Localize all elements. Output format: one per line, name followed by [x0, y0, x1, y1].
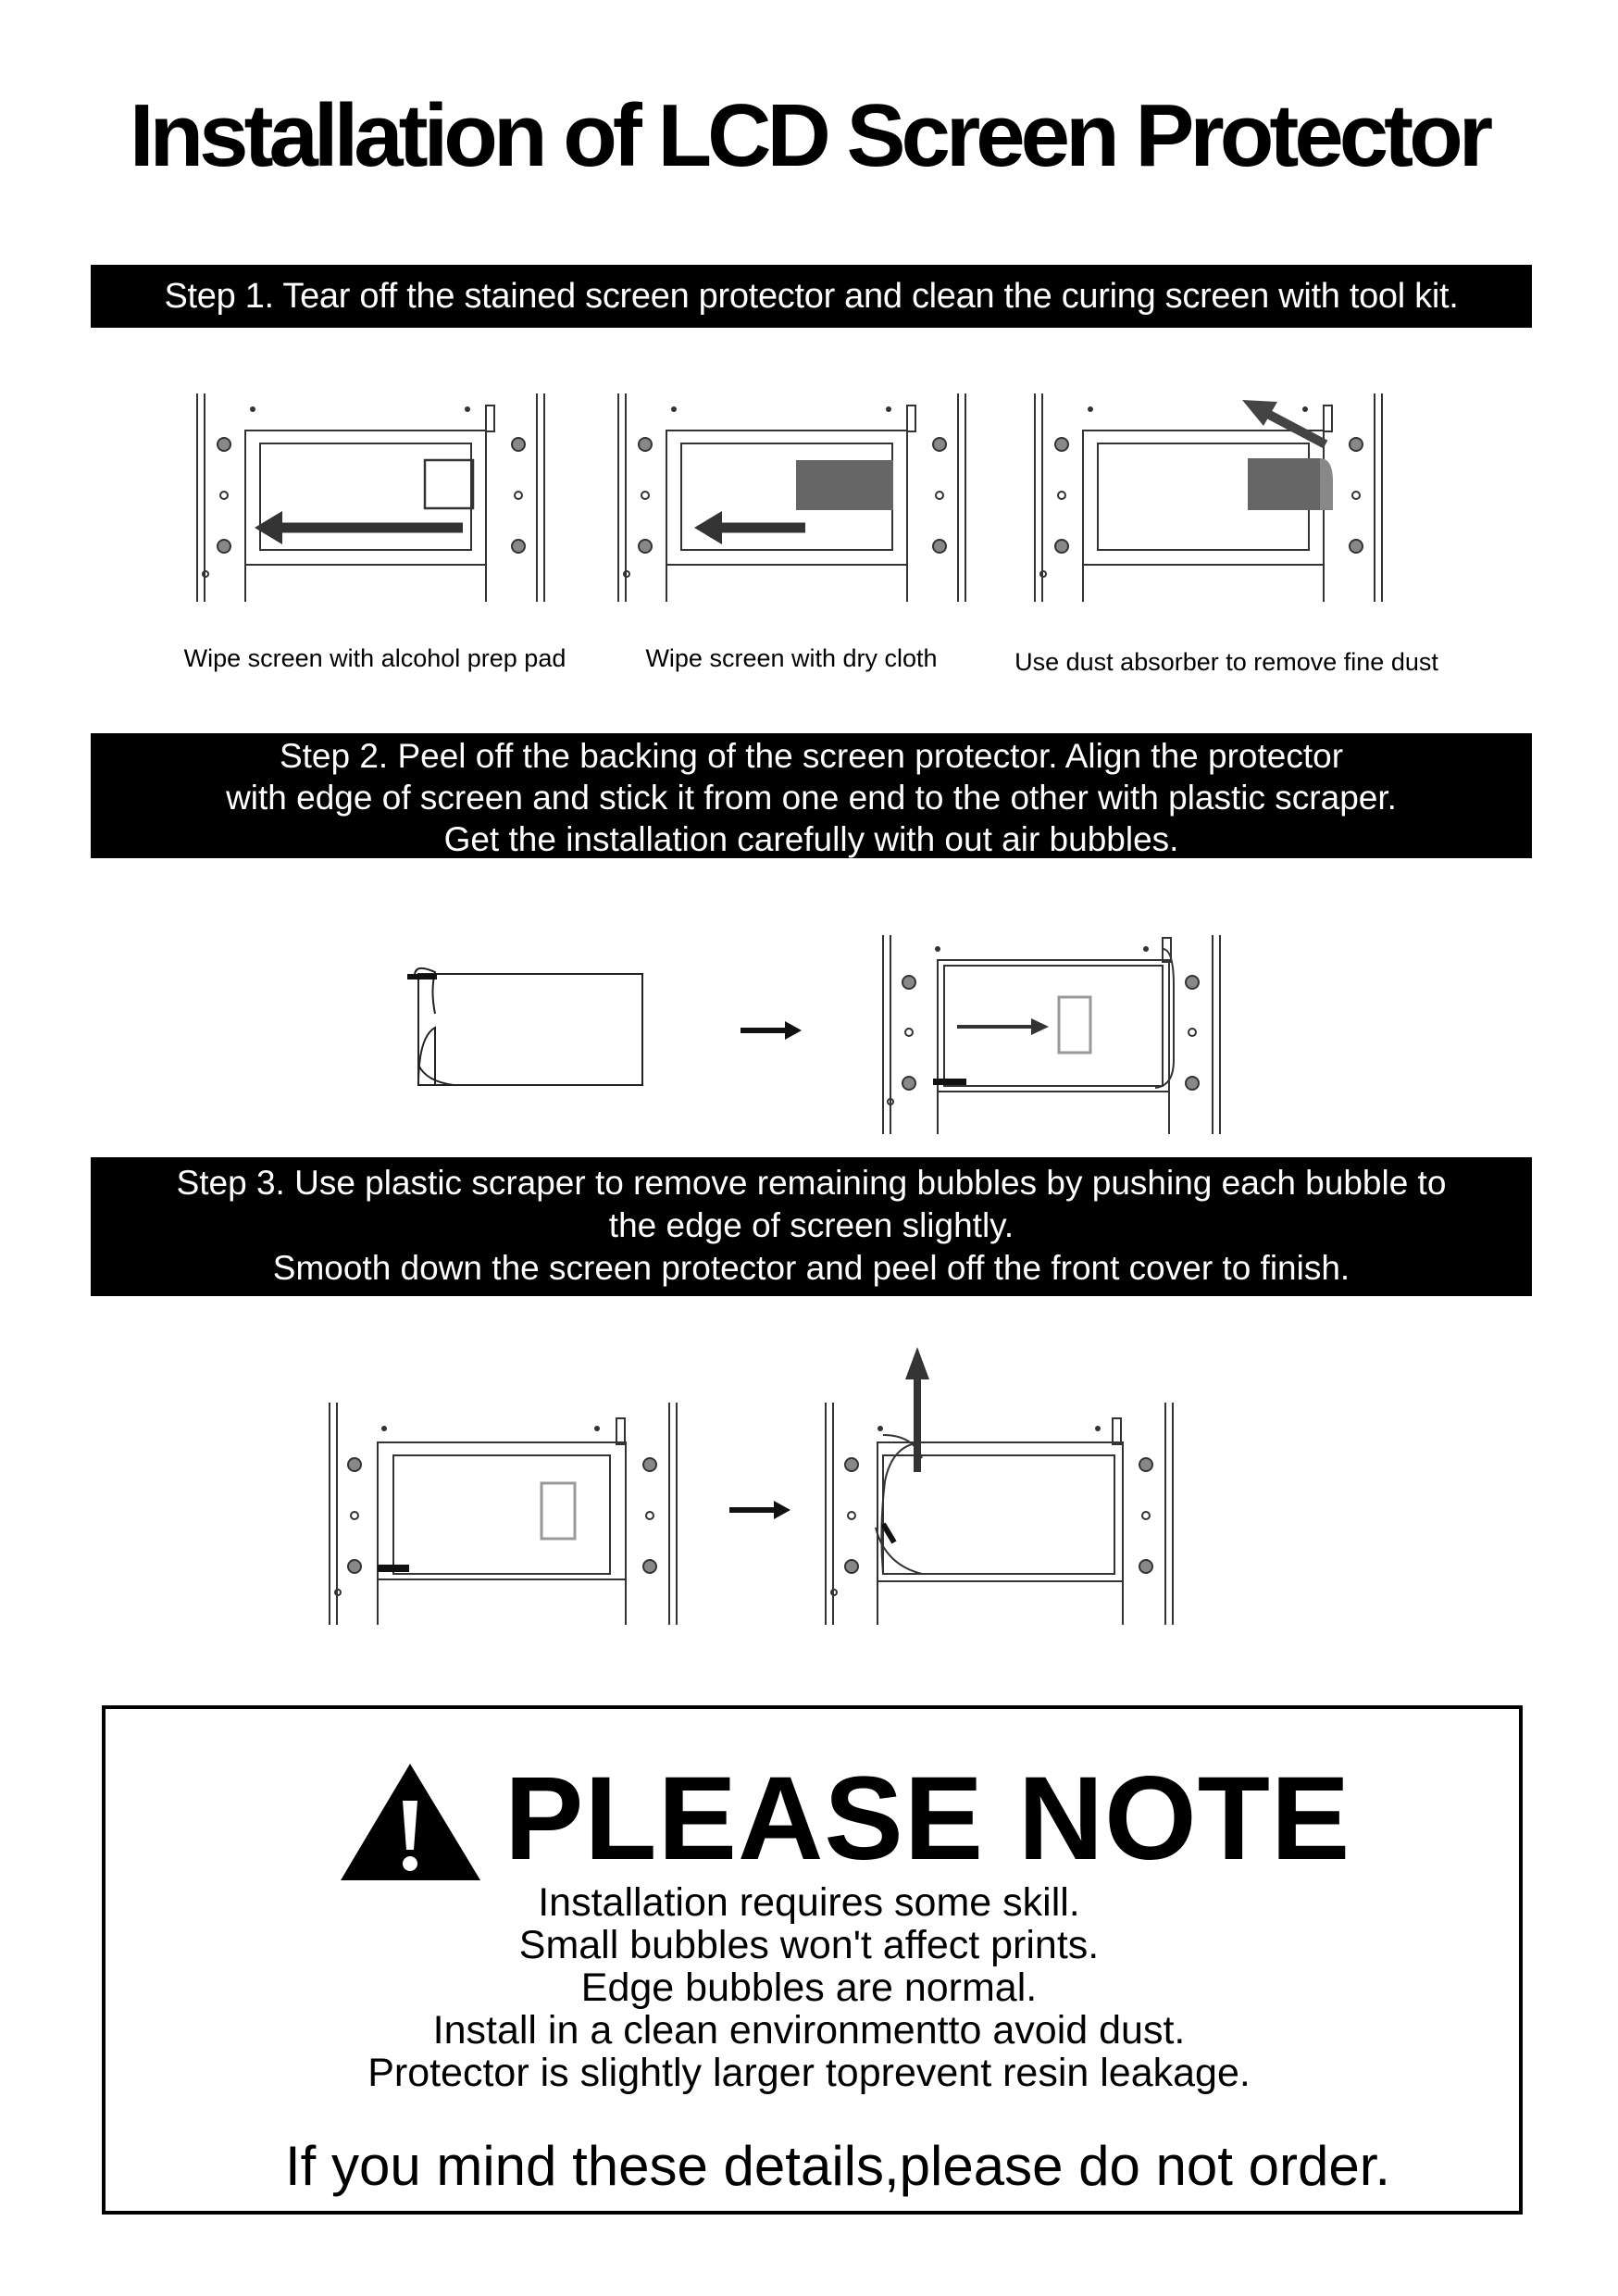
please-note-lines — [0, 1881, 1618, 2094]
note-line-3: Edge bubbles are normal. — [580, 1965, 1038, 2010]
step-2-illustration-peel-backing — [398, 963, 657, 1092]
caption-dust-absorber: Use dust absorber to remove fine dust — [1014, 648, 1438, 676]
note-line-5: Protector is slightly larger toprevent resin leakage. — [367, 2051, 1251, 2095]
step-3-illustration-peel-front-cover — [820, 1342, 1181, 1629]
step-3-arrow-icon — [728, 1498, 792, 1522]
step-3-banner — [91, 1157, 1532, 1296]
warning-triangle-icon — [339, 1762, 482, 1882]
page-title: Installation of LCD Screen Protector — [129, 86, 1489, 185]
step-1-illustration-dust-absorber — [1027, 389, 1393, 606]
step-2-arrow-icon — [739, 1018, 803, 1042]
step-3-line-3: Smooth down the screen protector and peel off the front cover to finish. — [272, 1249, 1350, 1287]
please-note-title: PLEASE NOTE — [504, 1753, 1351, 1885]
step-2-illustration-align-protector — [877, 930, 1229, 1139]
step-2-line-1: Step 2. Peel off the backing of the screen protector. Align the protector — [279, 737, 1344, 775]
please-note-header — [0, 1754, 1618, 1884]
step-1-illustration-dry-cloth — [611, 389, 977, 606]
caption-dry-cloth: Wipe screen with dry cloth — [645, 644, 938, 672]
step-2-banner — [91, 733, 1532, 858]
note-line-4: Install in a clean environmentto avoid dust. — [432, 2008, 1186, 2053]
step-3-illustration-remove-bubbles — [324, 1398, 685, 1629]
step-1-text: Step 1. Tear off the stained screen protector and clean the curing screen with tool kit. — [164, 277, 1459, 316]
step-3-line-1: Step 3. Use plastic scraper to remove remaining bubbles by pushing each bubble to — [176, 1164, 1447, 1202]
note-line-1: Installation requires some skill. — [538, 1880, 1080, 1925]
note-line-2: Small bubbles won't affect prints. — [518, 1923, 1100, 1967]
step-1-banner — [91, 265, 1532, 328]
caption-alcohol-pad: Wipe screen with alcohol prep pad — [183, 644, 566, 672]
step-1-illustration-alcohol-pad — [190, 389, 555, 606]
step-3-line-2: the edge of screen slightly. — [608, 1206, 1014, 1244]
step-2-line-2: with edge of screen and stick it from one end to the other with plastic scraper. — [226, 779, 1397, 817]
step-2-line-3: Get the installation carefully with out air bubbles. — [443, 820, 1179, 858]
note-footer: If you mind these details,please do not order. — [284, 2135, 1391, 2197]
